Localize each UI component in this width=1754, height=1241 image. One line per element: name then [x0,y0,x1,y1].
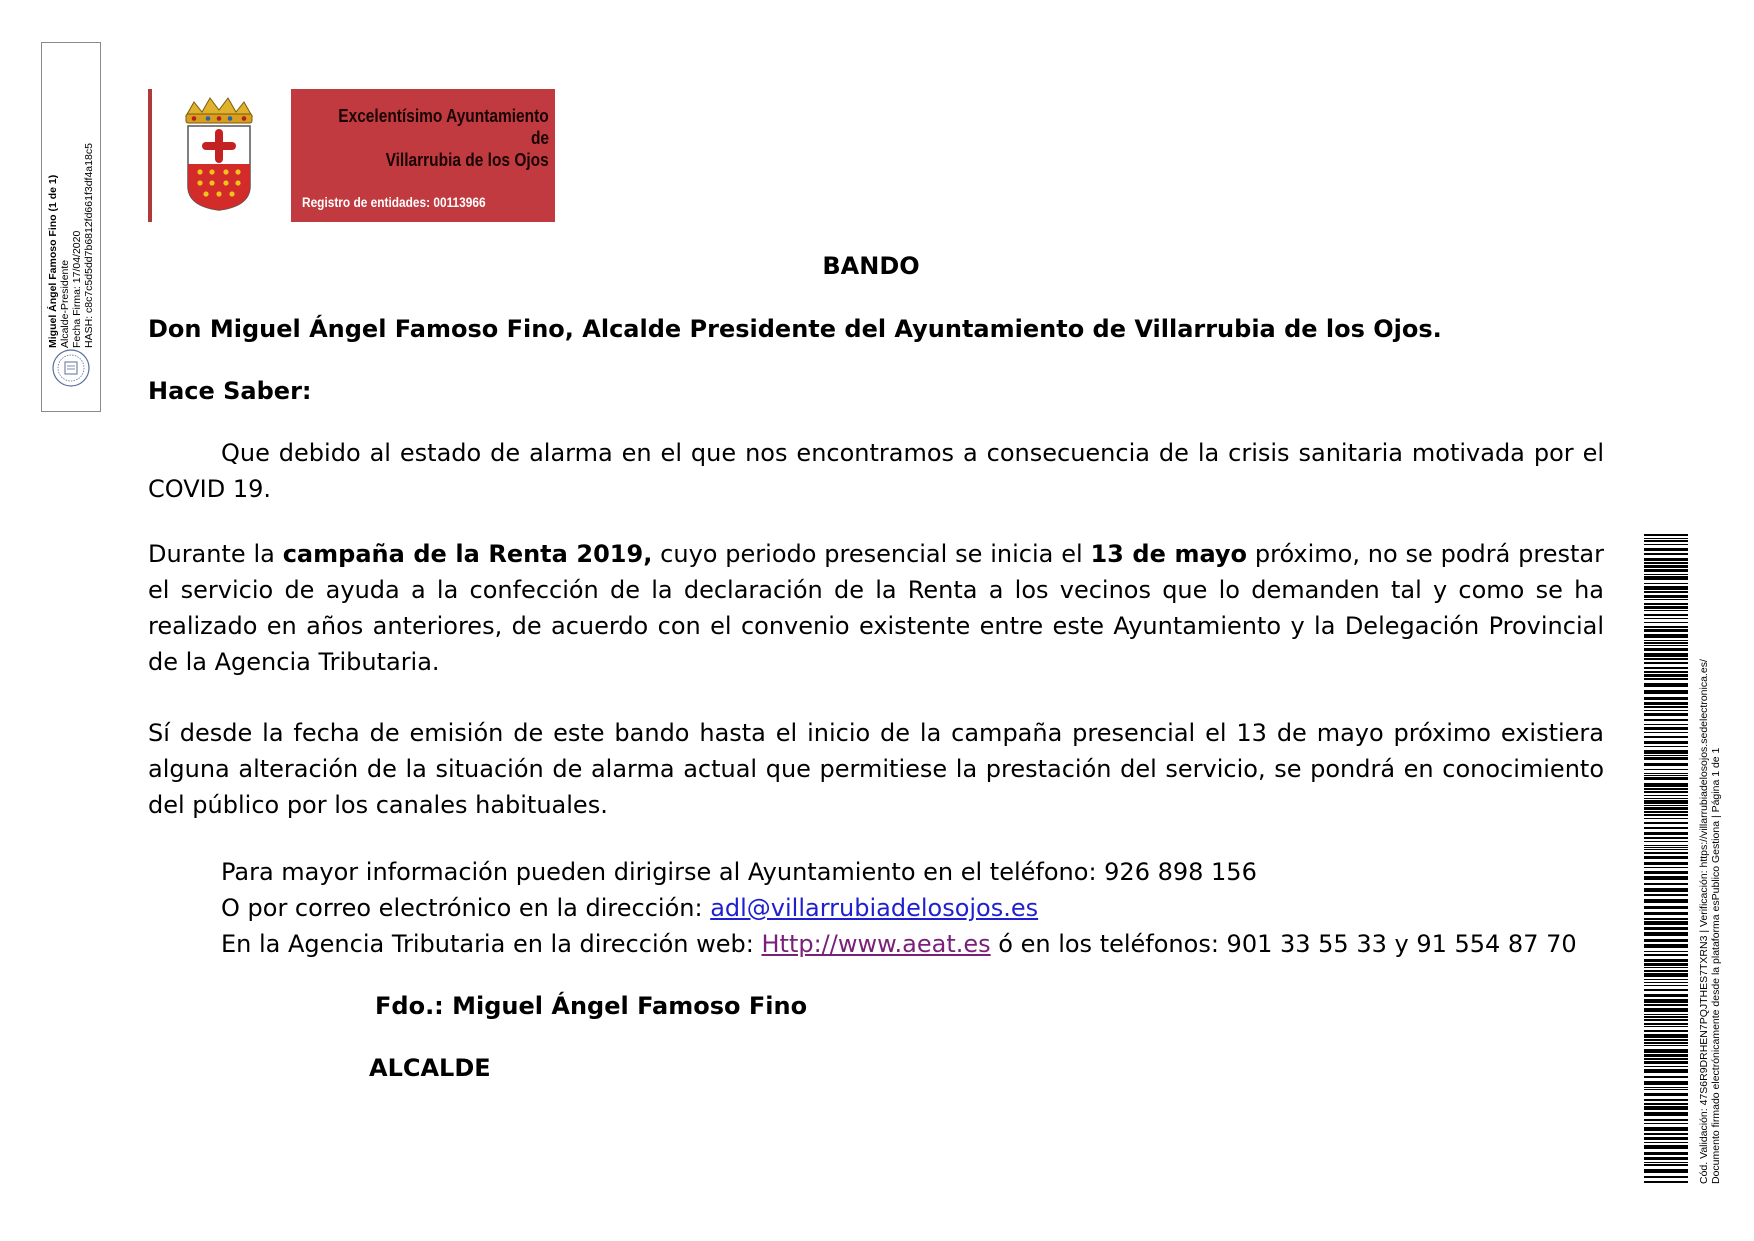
barcode-bar [1644,888,1688,892]
barcode-bar [1644,970,1688,972]
signed-by: Fdo.: Miguel Ángel Famoso Fino [375,992,808,1020]
contact-web-line: En la Agencia Tributaria en la dirección web: Http://www.aeat.es ó en los teléfonos: 901 33 55 33 y 91 554 87 70 [221,930,1577,958]
barcode-bar [1644,540,1688,542]
barcode-bar [1644,1066,1688,1067]
barcode-bar [1644,1069,1688,1073]
barcode-bar [1644,648,1688,651]
barcode-bar [1644,894,1688,896]
barcode-bar [1644,847,1688,848]
barcode-bar [1644,867,1688,868]
barcode-bar [1644,837,1688,839]
barcode-bar [1644,1089,1688,1090]
barcode-bar [1644,634,1688,638]
barcode-bar [1644,798,1688,799]
barcode-bar [1644,1042,1688,1044]
barcode-bar [1644,1076,1688,1078]
barcode-bar [1644,1016,1688,1018]
barcode-bar [1644,1157,1688,1160]
contact-email-line: O por correo electrónico en la dirección: adl@villarrubiadelosojos.es [221,894,1039,922]
barcode-bar [1644,1164,1688,1166]
barcode-bar [1644,565,1688,568]
barcode-bar [1644,845,1688,846]
barcode-bar [1644,667,1688,669]
contact-phone-line: Para mayor información pueden dirigirse al Ayuntamiento en el teléfono: 926 898 156 [221,858,1257,886]
barcode-bar [1644,912,1688,915]
barcode-bar [1644,827,1688,829]
barcode-bar [1644,777,1688,780]
barcode-bar [1644,1169,1688,1173]
barcode-bar [1644,576,1688,580]
barcode-bar [1644,1099,1688,1101]
email-link[interactable]: adl@villarrubiadelosojos.es [710,894,1039,922]
barcode-bar [1644,662,1688,664]
barcode-bar [1644,1058,1688,1060]
barcode-bar [1644,595,1688,598]
barcode-bar [1644,769,1688,770]
barcode-bar [1644,822,1688,824]
barcode-bar [1644,811,1688,813]
org-name-line2: de [530,128,549,148]
barcode-bar [1644,1023,1688,1025]
barcode-bar [1644,1133,1688,1135]
barcode-bar [1644,818,1688,819]
barcode-bar [1644,719,1688,721]
campaign-name: campaña de la Renta 2019, [282,540,653,568]
barcode-bar [1644,569,1688,572]
barcode-bar [1644,871,1688,874]
barcode-bar [1644,1030,1688,1032]
paragraph-2: Durante la campaña de la Renta 2019, cuyo periodo presencial se inicia el 13 de mayo próximo, no se podrá prestar el servicio de ayuda a la confección de la declaración de la Renta a los vecinos que lo demanden tal y como se ha realizado en años anteriores, de acuerdo con el convenio existente entre este Ayuntamiento y la Delegación Provincial de la Agencia Tributaria. [148,540,1605,676]
barcode-bar [1644,603,1688,605]
barcode-bar [1644,1162,1688,1163]
barcode-bar [1644,1127,1688,1131]
barcode-bar [1644,939,1688,942]
barcode-bar [1644,671,1688,673]
barcode-bar [1644,763,1688,766]
barcode-bar [1644,1087,1688,1088]
barcode-bar [1644,610,1688,611]
barcode-bar [1644,1145,1688,1149]
barcode-bar [1644,713,1688,716]
barcode-bar [1644,702,1688,705]
barcode-bar [1644,862,1688,865]
barcode-bar [1644,1014,1688,1015]
barcode-bar [1644,653,1688,657]
barcode-bar [1644,852,1688,854]
barcode-bar [1644,921,1688,925]
barcode-bar [1644,1039,1688,1041]
registry-number: Registro de entidades: 00113966 [302,195,486,210]
hace-saber-heading: Hace Saber: [148,377,312,405]
barcode-bar [1644,1119,1688,1121]
barcode-icon [1644,534,1688,1184]
barcode-bar [1644,1093,1688,1096]
signer-name: Miguel Ángel Famoso Fino (1 de 1) [47,174,59,348]
document-title: BANDO [822,252,920,280]
barcode-bar [1644,959,1688,962]
barcode-bar [1644,741,1688,744]
barcode-bar [1644,724,1688,725]
signature-text [47,58,95,348]
barcode-bar [1644,710,1688,711]
barcode-bar [1644,591,1688,593]
barcode-bar [1644,558,1688,561]
barcode-bar [1644,622,1688,623]
sign-date: Fecha Firma: 17/04/2020 [71,230,83,348]
aeat-web-link[interactable]: Http://www.aeat.es [761,930,991,958]
barcode-bar [1644,534,1688,536]
barcode-bar [1644,544,1688,545]
paragraph-1: Que debido al estado de alarma en el que nos encontramos a consecuencia de la crisis sanitaria motivada por el COVID 19. [148,439,1604,503]
barcode-bar [1644,574,1688,575]
barcode-bar [1644,982,1688,983]
declarant-line: Don Miguel Ángel Famoso Fino, Alcalde Presidente del Ayuntamiento de Villarrubia de los Ojos. [148,315,1442,343]
barcode-bar [1644,1137,1688,1140]
barcode-bar [1644,849,1688,850]
barcode-bar [1644,918,1688,920]
barcode-bar [1644,757,1688,760]
barcode-bar [1644,967,1688,968]
barcode-bar [1644,586,1688,590]
barcode-bar [1644,629,1688,632]
barcode-bar [1644,989,1688,991]
barcode-bar [1644,805,1688,806]
barcode-bar [1644,963,1688,966]
barcode-bar [1644,706,1688,708]
barcode-bar [1644,1081,1688,1085]
barcode-bar [1644,788,1688,790]
signature-stamp [41,42,101,412]
barcode-bar [1644,690,1688,694]
barcode-bar [1644,1061,1688,1064]
barcode-bar [1644,727,1688,730]
barcode-bar [1644,1004,1688,1006]
campaign-date: 13 de mayo [1090,540,1248,568]
barcode-bar [1644,951,1688,952]
barcode-bar [1644,1045,1688,1046]
barcode-bar [1644,645,1688,646]
logo-rule [148,89,152,222]
barcode-bar [1644,1026,1688,1027]
barcode-bar [1644,1176,1688,1178]
barcode-bar [1644,906,1688,909]
barcode-bar [1644,732,1688,733]
barcode-bar [1644,674,1688,677]
barcode-bar [1644,583,1688,584]
barcode-bar [1644,979,1688,980]
barcode-bar [1644,985,1688,986]
barcode-bar [1644,750,1688,754]
barcode-bar [1644,932,1688,936]
barcode-bar [1644,1142,1688,1143]
org-name-line1: Excelentísimo Ayuntamiento [338,106,549,126]
barcode-bar [1644,640,1688,641]
barcode-bar [1644,1112,1688,1116]
barcode-bar [1644,614,1688,616]
barcode-bar [1644,954,1688,956]
barcode-bar [1644,642,1688,644]
organization-banner [291,89,555,222]
barcode-bar [1644,755,1688,756]
coat-of-arms-icon [180,94,258,212]
barcode-bar [1644,606,1688,609]
barcode-bar [1644,814,1688,816]
barcode-bar [1644,899,1688,903]
barcode-bar [1644,1054,1688,1057]
barcode-bar [1644,773,1688,774]
barcode-bar [1644,807,1688,810]
barcode-bar [1644,973,1688,977]
barcode-bar [1644,599,1688,600]
barcode-bar [1644,856,1688,859]
barcode-bar [1644,538,1688,539]
validation-text: Cód. Validación: 47S6R9DRHEN7PQJTHES7TXRN3 | Verificación: https://villarrubiadelosojos.sedelectronica.es/ Documento firmado electrónicamente desde la plataforma esPublico Gestiona | Página 1 de 1 [1698,659,1722,1184]
seal-icon [51,348,91,388]
barcode-bar [1644,683,1688,687]
barcode-bar [1644,1103,1688,1105]
barcode-bar [1644,795,1688,796]
barcode-bar [1644,832,1688,835]
barcode-bar [1644,626,1688,628]
barcode-bar [1644,746,1688,747]
barcode-bar [1644,1008,1688,1012]
barcode-bar [1644,1034,1688,1038]
barcode-bar [1644,1049,1688,1053]
barcode-bar [1644,876,1688,880]
barcode-bar [1644,1106,1688,1110]
sign-hash: HASH: c8c7c5d5dd7b6812fd661f3df4a18c5 [83,143,95,348]
barcode-bar [1644,800,1688,804]
barcode-bar [1644,1019,1688,1021]
barcode-bar [1644,553,1688,555]
signer-title: ALCALDE [369,1054,491,1082]
barcode-bar [1644,783,1688,787]
barcode-bar [1644,658,1688,660]
barcode-bar [1644,775,1688,776]
barcode-bar [1644,562,1688,564]
paragraph-3: Sí desde la fecha de emisión de este bando hasta el inicio de la campaña presencial el 13 de mayo próximo existiera alguna alteración de la situación de alarma actual que permitiese la prestación del servicio, se pondrá en conocimiento del público por los canales habituales. [148,719,1604,819]
org-name-line3: Villarrubia de los Ojos [385,150,549,170]
barcode-bar [1644,1152,1688,1155]
barcode-bar [1644,944,1688,948]
barcode-bar [1644,1123,1688,1124]
signer-role: Alcalde-Presidente [59,259,71,348]
barcode-bar [1644,697,1688,700]
barcode-bar [1644,994,1688,997]
barcode-bar [1644,1181,1688,1183]
barcode-bar [1644,841,1688,842]
barcode-bar [1644,618,1688,619]
barcode-bar [1644,678,1688,680]
barcode-bar [1644,883,1688,885]
barcode-bar [1644,927,1688,930]
barcode-bar [1644,736,1688,738]
barcode-bar [1644,999,1688,1003]
barcode-bar [1644,791,1688,793]
barcode-bar [1644,548,1688,551]
